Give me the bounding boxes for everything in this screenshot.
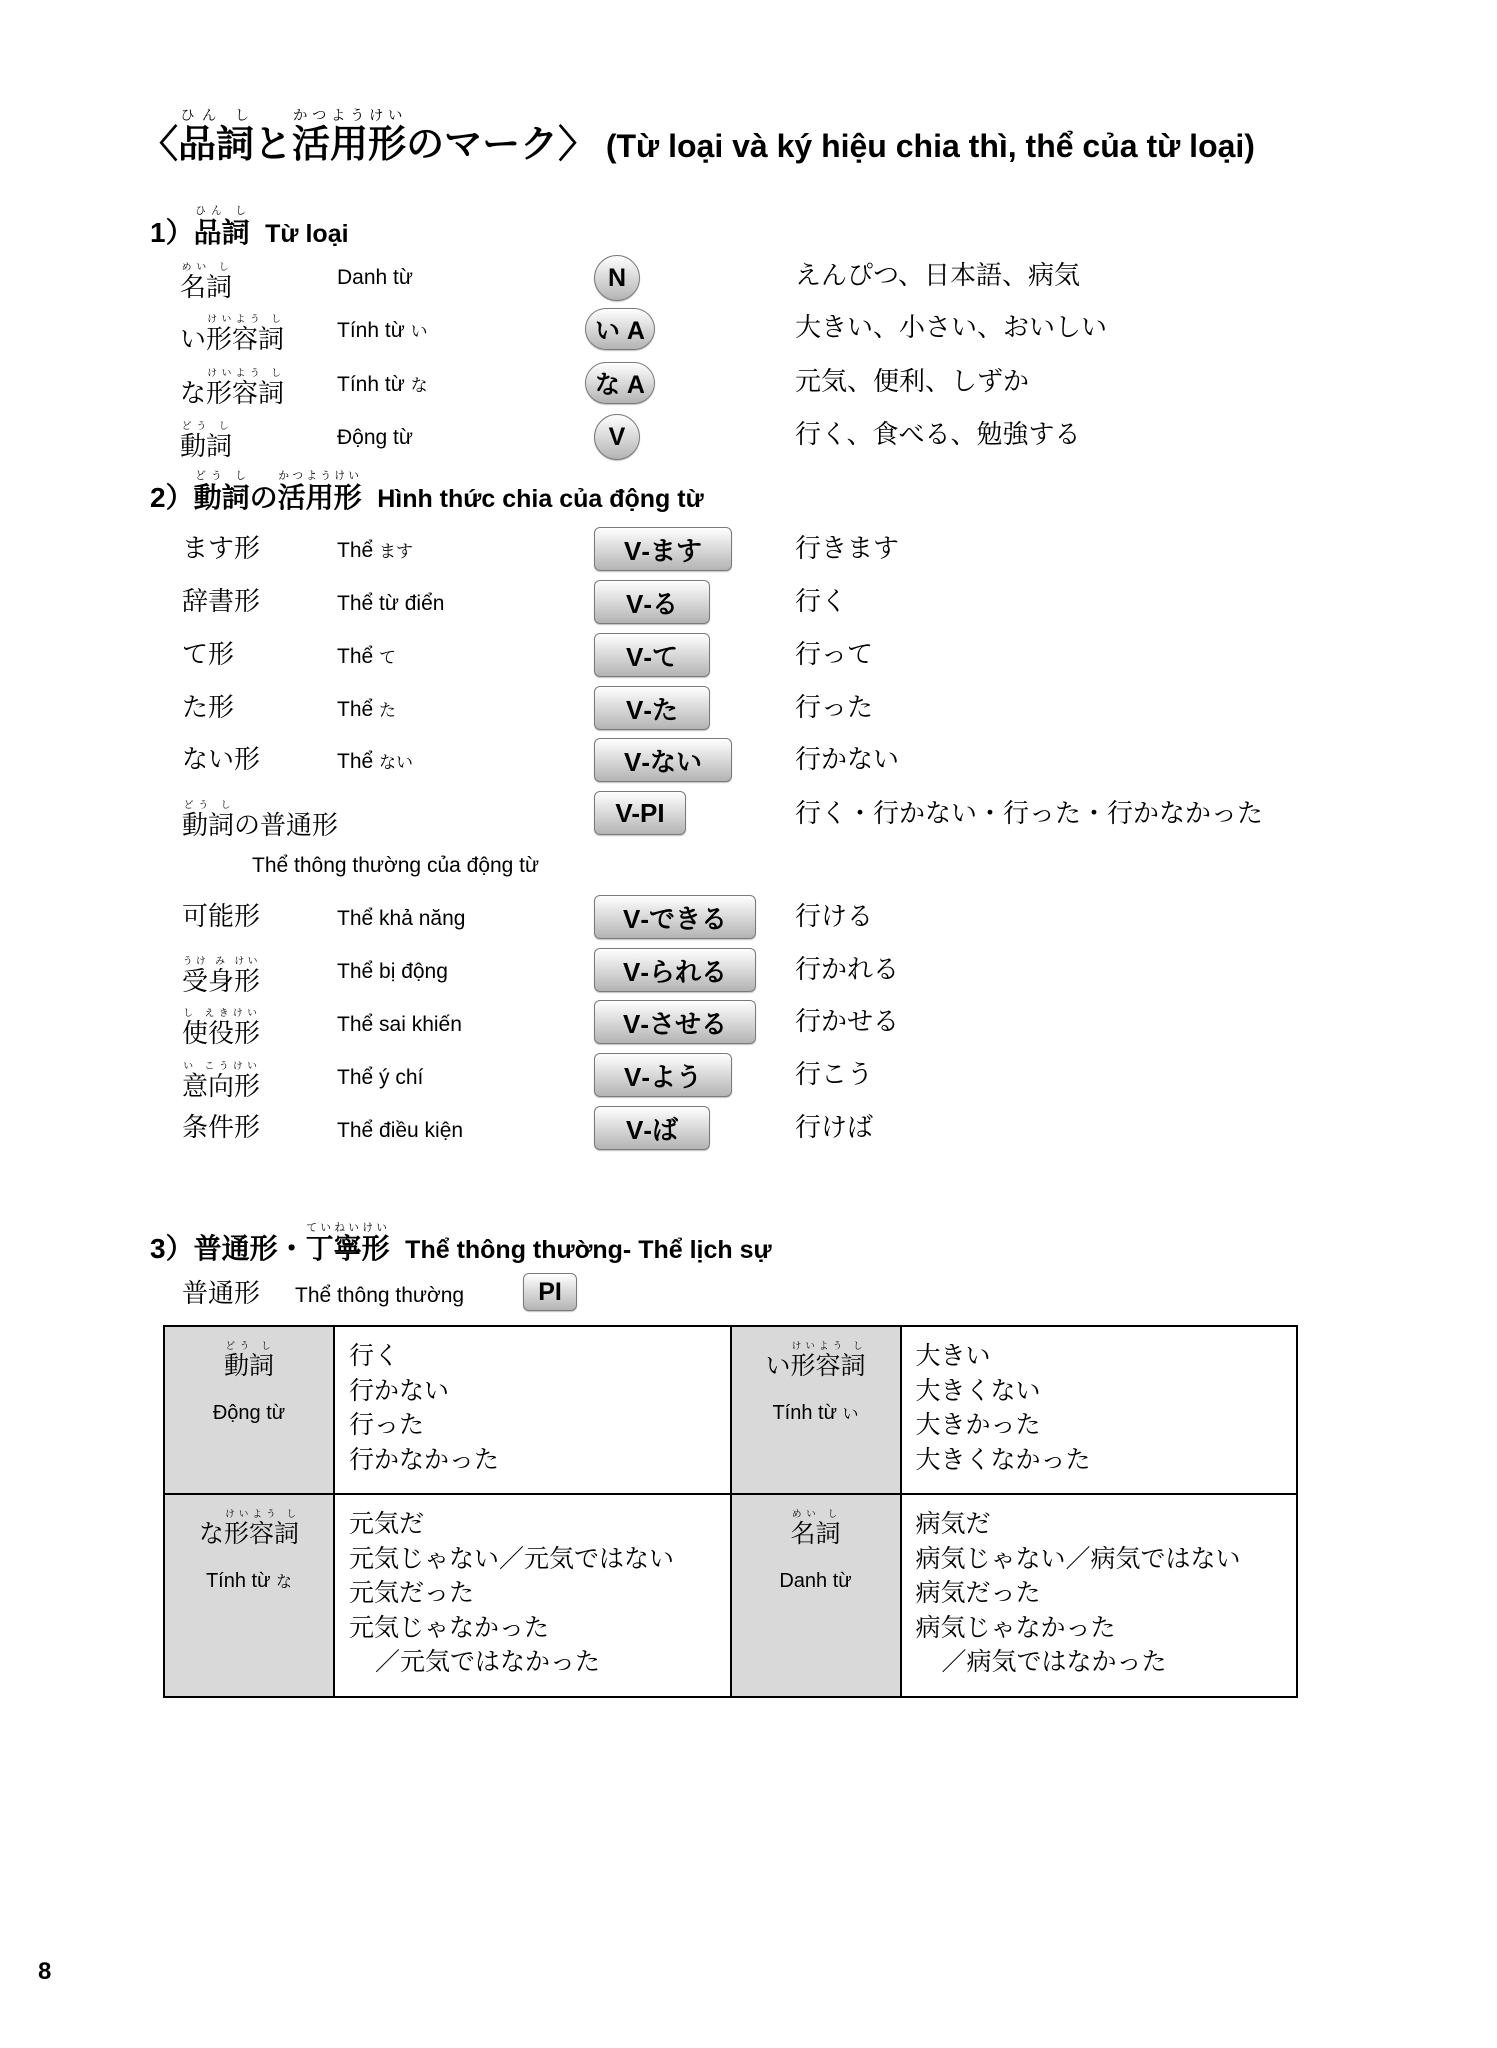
conj-row-jp: た形 — [182, 692, 235, 722]
mark-volitional-form: V‑よう — [594, 1053, 732, 1097]
conj-row-example: 行かせる — [795, 1006, 900, 1036]
table-label-i-adjective-vi: Tính từ い — [772, 1401, 859, 1424]
conj-row-vi: Thể bị động — [337, 960, 448, 983]
section-1-number: 1） — [150, 217, 194, 248]
conj-row-jp: 意向形い こうけい — [182, 1061, 261, 1101]
table-line: 行かなかった — [349, 1445, 500, 1474]
conj-row-example: 行ける — [795, 901, 874, 931]
section-3-heading: 3）普通形・丁寧形ていねいけい Thể thông thường- Thể lịch sự — [150, 1222, 772, 1264]
section-1-heading — [150, 205, 349, 251]
mark-te-form: V‑て — [594, 633, 710, 677]
conj-row-jp: 辞書形 — [182, 586, 261, 616]
table-line: 行く — [349, 1342, 400, 1370]
table-line: 元気じゃない／元気ではない — [349, 1544, 675, 1573]
plain-form-vi-label: Thể thông thường — [295, 1284, 465, 1307]
page-number: 8 — [38, 1958, 52, 1985]
conj-row-jp: ない形 — [182, 744, 261, 774]
table-line: 行かない — [349, 1376, 450, 1405]
pos-row-jp: な形容詞けいよう し — [180, 368, 285, 408]
pos-row-jp: 動詞どう し — [180, 421, 233, 461]
conj-row-example: 行こう — [795, 1059, 874, 1089]
mark-nai-form: V‑ない — [594, 738, 732, 782]
pos-row-jp: 名詞めい し — [180, 262, 233, 302]
pos-row-vi: Danh từ — [337, 266, 413, 289]
table-line: 元気じゃなかった — [349, 1613, 550, 1642]
table-row — [164, 1326, 1297, 1494]
conj-row-example: 行きます — [795, 533, 900, 563]
conj-row-jp: ます形 — [182, 533, 261, 563]
section-2-heading: 2）動詞どう しの活用形かつようけい Hình thức chia của động từ — [150, 470, 704, 513]
table-cell-verb — [334, 1326, 731, 1494]
conj-row-jp: 受身形うけ み けい — [182, 956, 261, 996]
section-3-number: 3） — [150, 1233, 194, 1264]
mark-causative-form: V‑させる — [594, 1000, 756, 1044]
table-line: ／元気ではなかった — [375, 1648, 601, 1676]
conj-row-jp: 可能形 — [182, 901, 261, 931]
table-label-na-adjective-vi: Tính từ な — [205, 1569, 293, 1592]
table-row — [164, 1494, 1297, 1697]
title-vietnamese: (Từ loại và ký hiệu chia thì, thể của từ loại) — [605, 128, 1255, 164]
conj-row-jp: て形 — [182, 639, 235, 669]
conj-row-example: 行けば — [795, 1112, 874, 1142]
mark-plain-form: PI — [523, 1273, 577, 1311]
section-2-vi: Hình thức chia của động từ — [377, 485, 704, 513]
mark-dictionary-form: V‑る — [594, 580, 710, 624]
table-label-verb: 動詞どう し Động từ — [164, 1326, 334, 1494]
conj-row-vi: Thể khả năng — [337, 907, 466, 930]
pos-row-example: 大きい、小さい、おいしい — [795, 312, 1108, 342]
table-label-i-adjective: い形容詞けいよう し Tính từ い — [731, 1326, 901, 1494]
pos-row-vi: Động từ — [337, 426, 413, 449]
table-line: 大きくない — [915, 1376, 1041, 1405]
mark-conditional-form: V‑ば — [594, 1106, 710, 1150]
plain-form-jp-label: 普通形 — [182, 1278, 261, 1308]
title-japanese: 〈品詞ひん しと活用形かつようけいのマーク〉 — [140, 108, 597, 166]
mark-ta-form: V‑た — [594, 686, 710, 730]
mark-plain-form-verb: V-PI — [594, 791, 686, 835]
mark-i-adjective: い A — [585, 308, 655, 350]
pos-row-example: えんぴつ、日本語、病気 — [795, 260, 1080, 290]
table-line: 元気だった — [349, 1579, 475, 1607]
conj-row-example: 行って — [795, 639, 874, 669]
table-cell-noun — [901, 1494, 1298, 1697]
conj-note-vi: Thể thông thường của động từ — [252, 854, 540, 877]
table-label-noun: 名詞めい し Danh từ — [731, 1494, 901, 1697]
table-line: 行った — [349, 1411, 425, 1439]
conj-row-vi: Thể ます — [337, 539, 414, 562]
mark-passive-form: V‑られる — [594, 948, 756, 992]
plain-form-table — [163, 1325, 1298, 1698]
conj-row-jp: 条件形 — [182, 1112, 261, 1142]
mark-noun: N — [594, 255, 640, 301]
table-label-verb-vi: Động từ — [212, 1401, 286, 1424]
table-line: 病気じゃなかった — [915, 1613, 1116, 1642]
pos-row-vi: Tính từ い — [337, 319, 428, 342]
conj-row-vi: Thể sai khiến — [337, 1013, 462, 1036]
conj-row-example: 行った — [795, 692, 874, 722]
conj-row-vi: Thể て — [337, 645, 397, 668]
mark-masu-form: V‑ます — [594, 527, 732, 571]
mark-verb: V — [594, 414, 640, 460]
conj-row-example: 行く — [795, 586, 848, 616]
section-1-vi: Từ loại — [265, 220, 349, 248]
table-line: 病気だった — [915, 1579, 1041, 1607]
table-cell-na-adjective — [334, 1494, 731, 1697]
section-1-jp: 品詞ひん し — [193, 205, 250, 248]
conj-row-example: 行かない — [795, 744, 900, 774]
table-line: 病気じゃない／病気ではない — [915, 1544, 1241, 1573]
conj-row-vi: Thể từ điển — [337, 592, 445, 615]
table-line: 元気だ — [349, 1510, 425, 1538]
conj-row-vi: Thể ý chí — [337, 1066, 424, 1089]
section-2-number: 2） — [150, 482, 194, 513]
conj-row-vi: Thể た — [337, 698, 397, 721]
page-title — [140, 108, 1255, 168]
pos-row-jp: い形容詞けいよう し — [180, 314, 285, 354]
table-line: ／病気ではなかった — [941, 1648, 1167, 1676]
table-line: 大きくなかった — [915, 1445, 1091, 1474]
conj-row-vi: Thể điều kiện — [337, 1119, 464, 1142]
conj-row-vi: Thể ない — [337, 750, 414, 773]
table-line: 大きい — [915, 1342, 991, 1370]
table-line: 大きかった — [915, 1411, 1041, 1439]
conj-row-example: 行く・行かない・行った・行かなかった — [795, 798, 1264, 828]
pos-row-vi: Tính từ な — [337, 373, 428, 396]
section-3-vi: Thể thông thường- Thể lịch sự — [405, 1236, 772, 1264]
pos-row-example: 元気、便利、しずか — [795, 366, 1030, 396]
pos-row-example: 行く、食べる、勉強する — [795, 419, 1081, 449]
table-line: 病気だ — [915, 1510, 991, 1538]
conj-row-jp: 使役形し えきけい — [182, 1008, 261, 1048]
conj-row-jp: 動詞どう しの普通形 — [182, 800, 339, 840]
table-label-na-adjective: な形容詞けいよう し Tính từ な — [164, 1494, 334, 1697]
mark-na-adjective: な A — [585, 362, 655, 404]
table-cell-i-adjective — [901, 1326, 1298, 1494]
mark-potential-form: V‑できる — [594, 895, 756, 939]
conj-row-example: 行かれる — [795, 954, 900, 984]
table-label-noun-vi: Danh từ — [779, 1569, 852, 1592]
